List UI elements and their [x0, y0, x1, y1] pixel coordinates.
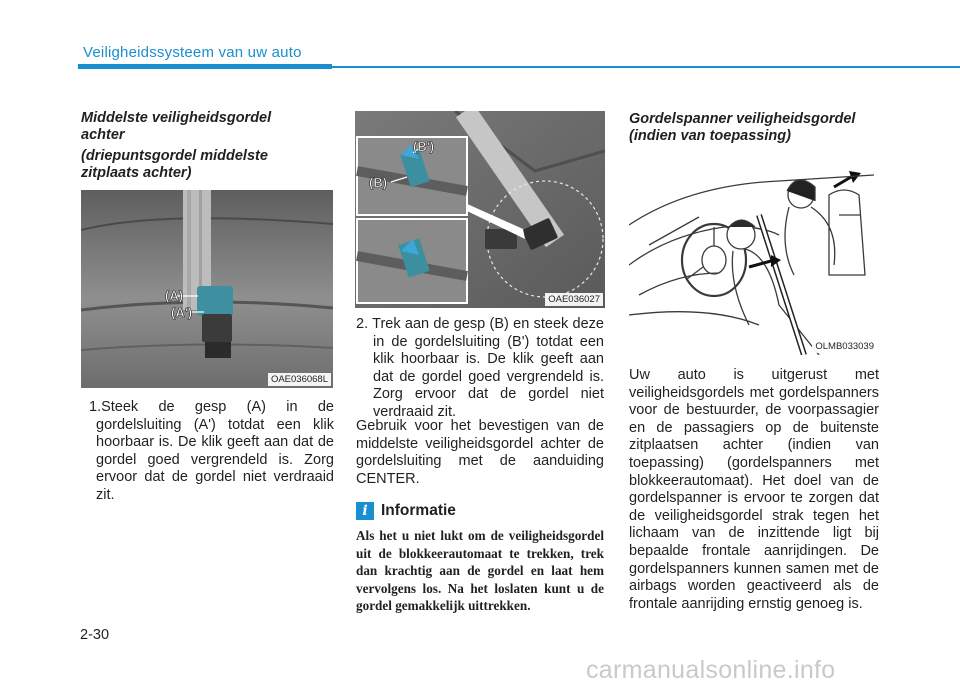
page-number: 2-30 [80, 627, 110, 643]
step-2-text: 2. Trek aan de gesp (B) en steek deze in de gordelsluiting (B') totdat een klik hoorbaar is. De klik geeft aan dat de gordel goed vergrendeld is. Zorg ervoor dat de gordel niet verdraaid zit. [356, 316, 604, 420]
label-b-prime: (B') [413, 139, 435, 154]
label-b: (B) [369, 175, 388, 190]
center-buckle-photo [355, 111, 605, 308]
left-heading-line1: Middelste veiligheidsgordel [81, 110, 272, 126]
section-title: Veiligheidssysteem van uw auto [83, 44, 302, 61]
right-heading-line2: (indien van toepassing) [629, 128, 791, 144]
step-1-text: 1.Steek de gesp (A) in de gordelsluiting (A') totdat een klik hoorbaar is. De klik geeft aan dat de gordel goed vergrendeld is. Zorg ervoor dat de gordel niet verdraaid zit. [89, 399, 334, 503]
middle-photo-code: OAE036027 [545, 293, 603, 306]
right-heading [629, 111, 889, 145]
right-illustration-code: OLMB033039 [812, 340, 877, 353]
header-rule-thick [78, 64, 332, 69]
info-title: Informatie [381, 502, 456, 519]
watermark: carmanualsonline.info [586, 656, 836, 684]
pretensioner-illustration [629, 155, 879, 355]
pretensioner-paragraph: Uw auto is uitgerust met veiligheidsgordels met gordelspanners voor de bestuurder, de voorpassagier en de passagiers op de buitenste zitplaatsen achter (indien van toepassing) (gordelspanners met blokkeerautomaat). Het doel van de gordelspanner is ervoor te zorgen dat de veiligheidsgordel strak tegen het lichaam van de inzittende ligt bij bepaalde frontale aanrijdingen. De gordelspanners kunnen samen met de airbags worden geactiveerd als de frontale aanrijding ernstig genoeg is. [629, 367, 879, 612]
left-subheading-line1: (driepuntsgordel middelste [81, 148, 268, 164]
left-subheading-line2: zitplaats achter) [81, 165, 192, 181]
left-heading-line2: achter [81, 127, 125, 143]
right-heading-line1: Gordelspanner veiligheidsgordel [629, 111, 856, 127]
header-rule-thin [332, 66, 960, 68]
info-text: Als het u niet lukt om de veiligheidsgordel uit de blokkeerautomaat te trekken, trek dan krachtig aan de gordel en laat hem vervolgens los. Na het loslaten kunt u de gordel gemakkelijk uittrekken. [356, 528, 604, 614]
info-icon: i [356, 502, 374, 520]
left-heading [81, 110, 331, 144]
label-a: (A) [165, 288, 184, 303]
label-a-prime: (A') [171, 305, 193, 320]
seatbelt-buckle-photo [81, 190, 333, 388]
center-label-paragraph: Gebruik voor het bevestigen van de middelste veiligheidsgordel achter de gordelsluiting met de aanduiding CENTER. [356, 418, 604, 487]
left-photo-code: OAE036068L [268, 373, 331, 386]
left-subheading [81, 148, 331, 182]
